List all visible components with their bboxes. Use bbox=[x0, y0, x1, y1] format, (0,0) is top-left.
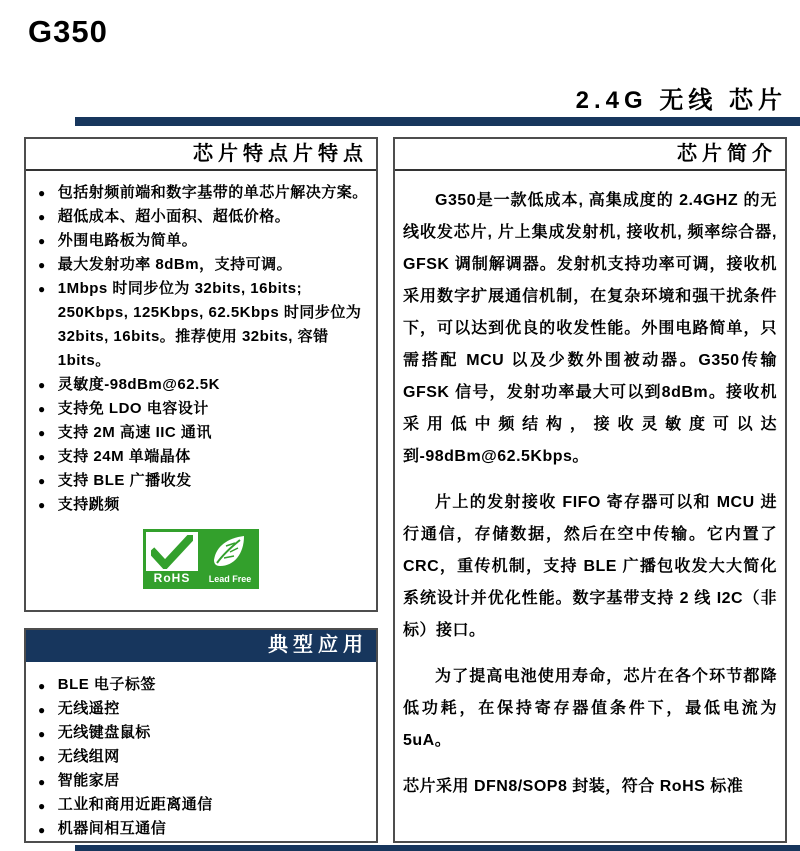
bullet-icon: ● bbox=[38, 799, 46, 813]
bullet-icon: ● bbox=[38, 258, 46, 272]
feature-item bbox=[38, 181, 368, 205]
feature-item bbox=[38, 277, 368, 373]
application-item-label: 工业和商用近距离通信 bbox=[57, 796, 213, 813]
feature-item-label: 1Mbps 时同步位为 32bits, 16bits; 250Kbps, 125Kbps, 62.5Kbps 时同步位为 32bits, 16bits。推荐使用 32bits, 容错 1bits。 bbox=[57, 280, 362, 369]
feature-item-label: 包括射频前端和数字基带的单芯片解决方案。 bbox=[57, 184, 368, 201]
feature-item bbox=[38, 253, 368, 277]
intro-section-title: 芯片简介 bbox=[395, 139, 785, 171]
bullet-icon: ● bbox=[38, 498, 46, 512]
bullet-icon: ● bbox=[38, 823, 46, 837]
bullet-icon: ● bbox=[38, 474, 46, 488]
applications-section-title: 典型应用 bbox=[26, 630, 376, 662]
doc-subtitle: 2.4G 无线 芯片 bbox=[575, 87, 787, 114]
application-item-label: 无线遥控 bbox=[57, 700, 120, 717]
bullet-icon: ● bbox=[38, 378, 46, 392]
application-item-label: 无线键盘鼠标 bbox=[57, 724, 151, 741]
intro-paragraph: 片上的发射接收 FIFO 寄存器可以和 MCU 进行通信，存储数据，然后在空中传输。它内置了 CRC，重传机制，支持 BLE 广播包收发大大简化系统设计并优化性能。数字基带支持 2 线 I2C（非标）接口。 bbox=[403, 494, 777, 639]
intro-paragraph: G350是一款低成本, 高集成度的 2.4GHZ 的无线收发芯片, 片上集成发射机, 接收机, 频率综合器, GFSK 调制解调器。发射机支持功率可调，接收机采用数字扩展通信机制，在复杂环境和强干扰条件下，可以达到优良的收发性能。外围电路简单，只需搭配 MCU 以及少数外围被动器。G350传输 GFSK 信号，发射功率最大可以到8dBm。接收机采用低中频结构，接收灵敏度可以达到-98dBm@62.5Kbps。 bbox=[403, 192, 777, 465]
intro-paragraph: 为了提高电池使用寿命，芯片在各个环节都降低功耗，在保持寄存器值条件下，最低电流为 5uA。 bbox=[403, 668, 777, 749]
application-item bbox=[38, 770, 368, 794]
feature-item bbox=[38, 397, 368, 421]
check-icon bbox=[146, 532, 198, 571]
applications-section bbox=[24, 628, 378, 843]
top-divider-bar bbox=[75, 117, 800, 126]
feature-item-label: 最大发射功率 8dBm，支持可调。 bbox=[57, 256, 293, 273]
features-list bbox=[26, 171, 376, 521]
bullet-icon: ● bbox=[38, 751, 46, 765]
leaf-icon bbox=[204, 532, 256, 572]
feature-item-label: 支持跳频 bbox=[57, 496, 120, 513]
application-item bbox=[38, 722, 368, 746]
bullet-icon: ● bbox=[38, 186, 46, 200]
application-item-label: BLE 电子标签 bbox=[57, 676, 156, 693]
feature-item-label: 外围电路板为简单。 bbox=[57, 232, 198, 249]
feature-item bbox=[38, 493, 368, 517]
bullet-icon: ● bbox=[38, 402, 46, 416]
feature-item bbox=[38, 445, 368, 469]
compliance-badges bbox=[26, 529, 376, 589]
bullet-icon: ● bbox=[38, 679, 46, 693]
applications-list bbox=[26, 662, 376, 846]
feature-item bbox=[38, 421, 368, 445]
application-item bbox=[38, 818, 368, 842]
bullet-icon: ● bbox=[38, 703, 46, 717]
feature-item bbox=[38, 373, 368, 397]
application-item-label: 智能家居 bbox=[57, 772, 120, 789]
features-section bbox=[24, 137, 378, 612]
feature-item-label: 支持 24M 单端晶体 bbox=[57, 448, 191, 465]
rohs-badge bbox=[143, 529, 201, 589]
feature-item-label: 支持免 LDO 电容设计 bbox=[57, 400, 209, 417]
lead-free-badge bbox=[201, 529, 259, 589]
feature-item bbox=[38, 229, 368, 253]
feature-item-label: 支持 2M 高速 IIC 通讯 bbox=[57, 424, 212, 441]
bullet-icon: ● bbox=[38, 426, 46, 440]
intro-paragraph: 芯片采用 DFN8/SOP8 封装，符合 RoHS 标准 bbox=[403, 778, 744, 795]
feature-item-label: 超低成本、超小面积、超低价格。 bbox=[57, 208, 291, 225]
application-item bbox=[38, 794, 368, 818]
bottom-divider-bar bbox=[75, 845, 800, 851]
feature-item bbox=[38, 469, 368, 493]
intro-paragraphs bbox=[395, 171, 785, 803]
rohs-label: RoHS bbox=[146, 571, 198, 586]
page-title: G350 bbox=[28, 14, 108, 49]
lead-free-label: Lead Free bbox=[208, 574, 252, 584]
feature-item bbox=[38, 205, 368, 229]
application-item-label: 无线组网 bbox=[57, 748, 120, 765]
rohs-leadfree-badge bbox=[143, 529, 259, 589]
bullet-icon: ● bbox=[38, 450, 46, 464]
bullet-icon: ● bbox=[38, 282, 46, 296]
feature-item-label: 支持 BLE 广播收发 bbox=[57, 472, 192, 489]
application-item bbox=[38, 698, 368, 722]
bullet-icon: ● bbox=[38, 775, 46, 789]
bullet-icon: ● bbox=[38, 234, 46, 248]
bullet-icon: ● bbox=[38, 727, 46, 741]
application-item bbox=[38, 674, 368, 698]
intro-section bbox=[393, 137, 787, 843]
feature-item-label: 灵敏度-98dBm@62.5K bbox=[57, 376, 220, 393]
features-section-title: 芯片特点片特点 bbox=[26, 139, 376, 171]
bullet-icon: ● bbox=[38, 210, 46, 224]
application-item-label: 机器间相互通信 bbox=[57, 820, 167, 837]
application-item bbox=[38, 746, 368, 770]
